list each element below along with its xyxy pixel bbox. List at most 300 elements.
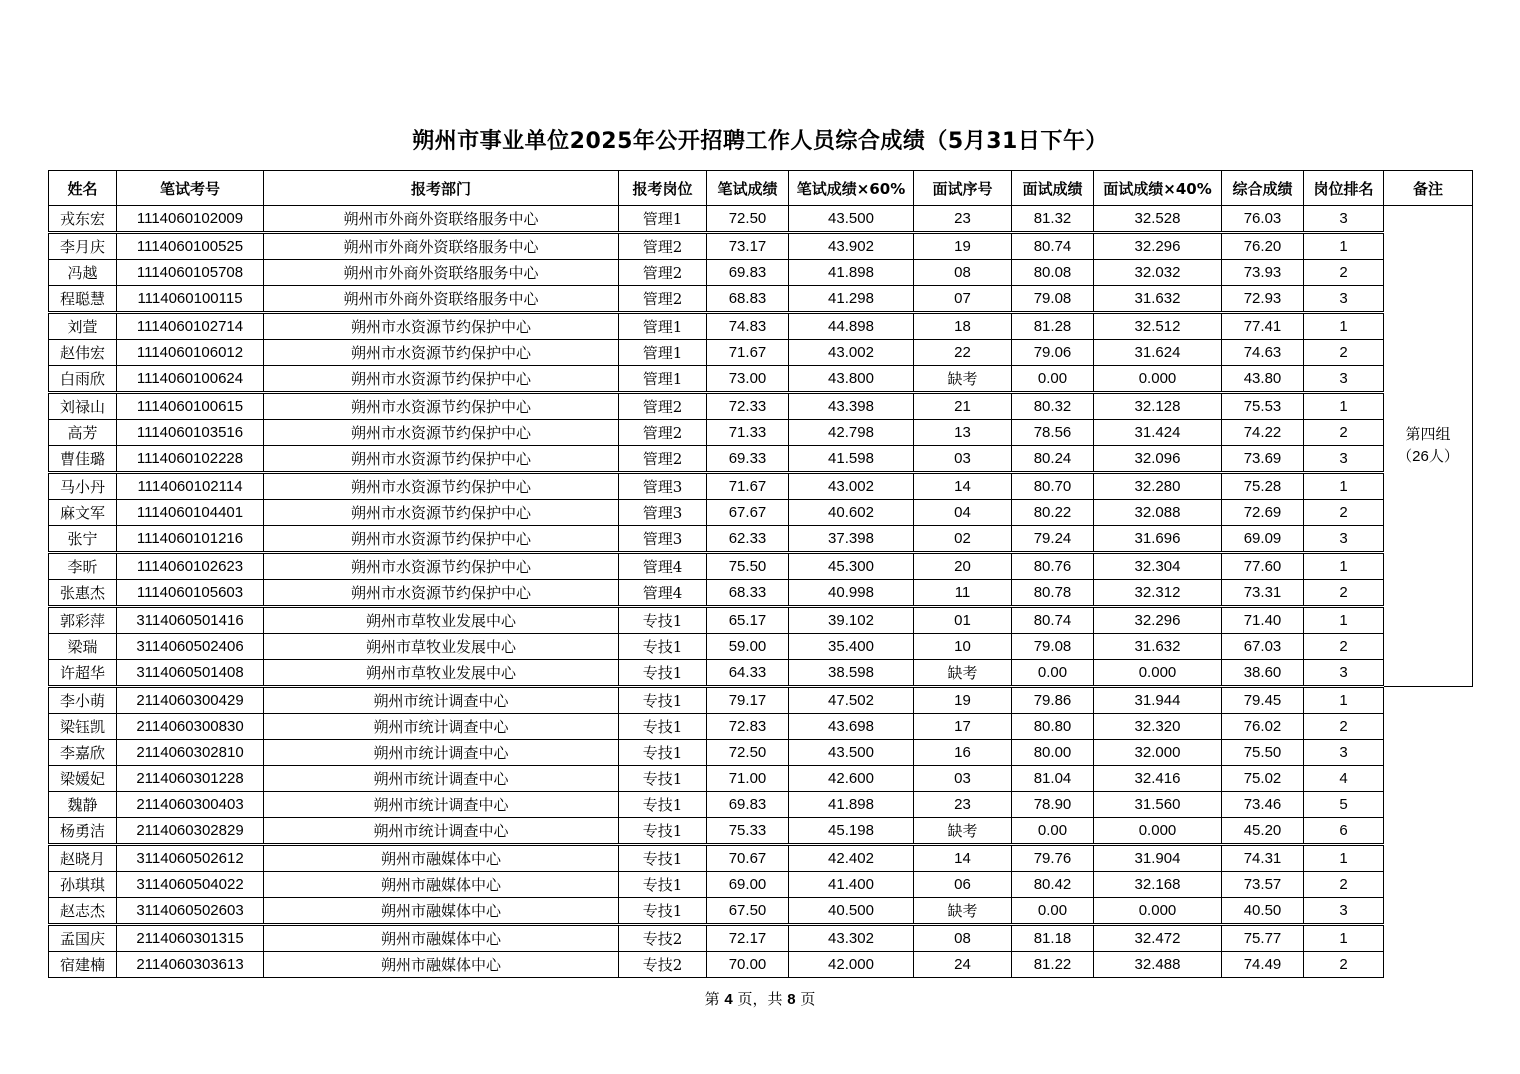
cell-written-score: 70.67	[707, 845, 789, 872]
cell-written-score: 68.33	[707, 580, 789, 607]
cell-written-60: 44.898	[789, 313, 914, 340]
cell-interview-40: 31.944	[1094, 687, 1222, 714]
cell-total-score: 45.20	[1222, 818, 1304, 845]
cell-written-score: 75.33	[707, 818, 789, 845]
cell-department: 朔州市统计调查中心	[264, 792, 619, 818]
cell-rank: 3	[1304, 898, 1384, 925]
cell-interview-no: 08	[914, 260, 1012, 286]
cell-rank: 3	[1304, 446, 1384, 473]
cell-interview-score: 80.24	[1012, 446, 1094, 473]
cell-department: 朔州市水资源节约保护中心	[264, 500, 619, 526]
cell-name: 白雨欣	[49, 366, 117, 393]
cell-exam-id: 1114060106012	[117, 340, 264, 366]
cell-total-score: 75.28	[1222, 473, 1304, 500]
cell-written-score: 59.00	[707, 634, 789, 660]
cell-position: 管理2	[619, 393, 707, 420]
cell-position: 管理2	[619, 233, 707, 260]
cell-rank: 2	[1304, 500, 1384, 526]
cell-interview-score: 0.00	[1012, 660, 1094, 687]
cell-rank: 3	[1304, 660, 1384, 687]
cell-written-score: 71.67	[707, 473, 789, 500]
cell-position: 专技1	[619, 740, 707, 766]
cell-department: 朔州市融媒体中心	[264, 872, 619, 898]
cell-written-60: 41.598	[789, 446, 914, 473]
cell-interview-40: 31.424	[1094, 420, 1222, 446]
cell-department: 朔州市统计调查中心	[264, 714, 619, 740]
table-row	[49, 366, 1473, 393]
footer-page-number: 4	[724, 991, 733, 1008]
cell-interview-no: 19	[914, 233, 1012, 260]
cell-interview-40: 32.128	[1094, 393, 1222, 420]
cell-interview-score: 81.22	[1012, 952, 1094, 978]
cell-department: 朔州市统计调查中心	[264, 818, 619, 845]
cell-interview-score: 79.08	[1012, 286, 1094, 313]
cell-total-score: 75.77	[1222, 925, 1304, 952]
cell-rank: 4	[1304, 766, 1384, 792]
cell-exam-id: 1114060102714	[117, 313, 264, 340]
cell-written-60: 42.600	[789, 766, 914, 792]
cell-rank: 2	[1304, 634, 1384, 660]
cell-interview-no: 23	[914, 206, 1012, 233]
cell-exam-id: 1114060101216	[117, 526, 264, 553]
cell-name: 魏静	[49, 792, 117, 818]
cell-total-score: 72.93	[1222, 286, 1304, 313]
cell-written-60: 40.998	[789, 580, 914, 607]
cell-exam-id: 2114060302829	[117, 818, 264, 845]
cell-rank: 3	[1304, 740, 1384, 766]
table-row	[49, 526, 1473, 553]
cell-name: 李昕	[49, 553, 117, 580]
col-header-written-60: 笔试成绩×60%	[789, 171, 914, 206]
cell-interview-no: 19	[914, 687, 1012, 714]
cell-interview-40: 32.032	[1094, 260, 1222, 286]
cell-interview-no: 缺考	[914, 660, 1012, 687]
cell-exam-id: 2114060302810	[117, 740, 264, 766]
cell-interview-no: 14	[914, 845, 1012, 872]
cell-name: 梁媛妃	[49, 766, 117, 792]
cell-total-score: 77.41	[1222, 313, 1304, 340]
cell-department: 朔州市水资源节约保护中心	[264, 313, 619, 340]
table-row	[49, 607, 1473, 634]
cell-rank: 1	[1304, 393, 1384, 420]
cell-exam-id: 2114060301228	[117, 766, 264, 792]
cell-name: 刘萱	[49, 313, 117, 340]
cell-position: 管理3	[619, 526, 707, 553]
cell-written-60: 45.300	[789, 553, 914, 580]
cell-written-score: 72.83	[707, 714, 789, 740]
cell-written-score: 72.50	[707, 740, 789, 766]
table-row	[49, 792, 1473, 818]
cell-rank: 1	[1304, 313, 1384, 340]
cell-interview-40: 32.296	[1094, 607, 1222, 634]
cell-position: 管理1	[619, 313, 707, 340]
cell-name: 赵晓月	[49, 845, 117, 872]
cell-interview-no: 04	[914, 500, 1012, 526]
cell-written-60: 39.102	[789, 607, 914, 634]
footer-suffix: 页	[800, 990, 816, 1008]
cell-rank: 2	[1304, 872, 1384, 898]
cell-interview-40: 32.000	[1094, 740, 1222, 766]
cell-interview-score: 80.80	[1012, 714, 1094, 740]
cell-written-60: 40.500	[789, 898, 914, 925]
cell-department: 朔州市融媒体中心	[264, 845, 619, 872]
cell-name: 杨勇洁	[49, 818, 117, 845]
table-row	[49, 634, 1473, 660]
table-row	[49, 233, 1473, 260]
cell-written-score: 69.83	[707, 260, 789, 286]
cell-interview-no: 10	[914, 634, 1012, 660]
cell-position: 专技1	[619, 687, 707, 714]
cell-name: 赵志杰	[49, 898, 117, 925]
cell-interview-40: 32.280	[1094, 473, 1222, 500]
cell-rank: 2	[1304, 580, 1384, 607]
cell-interview-score: 0.00	[1012, 898, 1094, 925]
cell-position: 专技1	[619, 660, 707, 687]
cell-interview-no: 03	[914, 766, 1012, 792]
cell-interview-score: 80.78	[1012, 580, 1094, 607]
cell-total-score: 40.50	[1222, 898, 1304, 925]
cell-department: 朔州市外商外资联络服务中心	[264, 286, 619, 313]
cell-department: 朔州市水资源节约保护中心	[264, 366, 619, 393]
cell-rank: 1	[1304, 233, 1384, 260]
cell-position: 管理1	[619, 366, 707, 393]
cell-interview-40: 32.096	[1094, 446, 1222, 473]
cell-interview-no: 02	[914, 526, 1012, 553]
col-header-interview-score: 面试成绩	[1012, 171, 1094, 206]
cell-name: 许超华	[49, 660, 117, 687]
cell-written-score: 69.33	[707, 446, 789, 473]
cell-name: 梁钰凯	[49, 714, 117, 740]
cell-exam-id: 1114060100115	[117, 286, 264, 313]
cell-position: 管理3	[619, 500, 707, 526]
cell-written-60: 43.002	[789, 473, 914, 500]
cell-interview-score: 81.04	[1012, 766, 1094, 792]
cell-rank: 1	[1304, 553, 1384, 580]
cell-written-score: 70.00	[707, 952, 789, 978]
cell-written-60: 42.798	[789, 420, 914, 446]
page-title: 朔州市事业单位2025年公开招聘工作人员综合成绩（5月31日下午）	[412, 129, 1108, 154]
cell-exam-id: 1114060100615	[117, 393, 264, 420]
cell-department: 朔州市外商外资联络服务中心	[264, 206, 619, 233]
cell-written-score: 64.33	[707, 660, 789, 687]
cell-rank: 2	[1304, 340, 1384, 366]
cell-written-score: 68.83	[707, 286, 789, 313]
cell-department: 朔州市融媒体中心	[264, 898, 619, 925]
cell-interview-no: 08	[914, 925, 1012, 952]
cell-exam-id: 1114060105603	[117, 580, 264, 607]
cell-rank: 3	[1304, 526, 1384, 553]
cell-written-60: 41.898	[789, 792, 914, 818]
cell-total-score: 76.02	[1222, 714, 1304, 740]
col-header-department: 报考部门	[264, 171, 619, 206]
table-row	[49, 845, 1473, 872]
cell-total-score: 43.80	[1222, 366, 1304, 393]
cell-total-score: 76.20	[1222, 233, 1304, 260]
cell-interview-40: 32.168	[1094, 872, 1222, 898]
cell-rank: 2	[1304, 420, 1384, 446]
cell-total-score: 73.69	[1222, 446, 1304, 473]
table-row	[49, 740, 1473, 766]
cell-interview-40: 0.000	[1094, 660, 1222, 687]
cell-name: 刘禄山	[49, 393, 117, 420]
cell-interview-40: 32.416	[1094, 766, 1222, 792]
cell-written-score: 67.50	[707, 898, 789, 925]
cell-written-score: 72.17	[707, 925, 789, 952]
table-row	[49, 446, 1473, 473]
cell-written-score: 69.83	[707, 792, 789, 818]
cell-interview-score: 78.56	[1012, 420, 1094, 446]
cell-interview-score: 80.08	[1012, 260, 1094, 286]
cell-exam-id: 1114060100525	[117, 233, 264, 260]
cell-interview-40: 0.000	[1094, 898, 1222, 925]
cell-interview-no: 缺考	[914, 898, 1012, 925]
cell-interview-40: 32.088	[1094, 500, 1222, 526]
cell-name: 李嘉欣	[49, 740, 117, 766]
cell-exam-id: 1114060102228	[117, 446, 264, 473]
cell-exam-id: 2114060300830	[117, 714, 264, 740]
cell-department: 朔州市水资源节约保护中心	[264, 340, 619, 366]
cell-exam-id: 1114060104401	[117, 500, 264, 526]
table-row	[49, 660, 1473, 687]
col-header-position: 报考岗位	[619, 171, 707, 206]
cell-name: 孟国庆	[49, 925, 117, 952]
table-row	[49, 898, 1473, 925]
table-row	[49, 500, 1473, 526]
cell-exam-id: 2114060301315	[117, 925, 264, 952]
cell-interview-no: 03	[914, 446, 1012, 473]
cell-interview-score: 81.18	[1012, 925, 1094, 952]
footer-middle: 页，共	[737, 990, 783, 1008]
cell-name: 麻文军	[49, 500, 117, 526]
table-row	[49, 313, 1473, 340]
cell-position: 专技1	[619, 845, 707, 872]
cell-exam-id: 1114060102114	[117, 473, 264, 500]
cell-written-score: 74.83	[707, 313, 789, 340]
cell-exam-id: 1114060103516	[117, 420, 264, 446]
cell-written-60: 41.898	[789, 260, 914, 286]
cell-interview-40: 32.528	[1094, 206, 1222, 233]
cell-exam-id: 3114060502612	[117, 845, 264, 872]
cell-interview-score: 79.06	[1012, 340, 1094, 366]
col-header-total-score: 综合成绩	[1222, 171, 1304, 206]
cell-department: 朔州市水资源节约保护中心	[264, 393, 619, 420]
cell-position: 管理4	[619, 553, 707, 580]
note-cell	[1384, 206, 1473, 687]
cell-total-score: 75.02	[1222, 766, 1304, 792]
cell-written-60: 43.398	[789, 393, 914, 420]
cell-interview-40: 31.696	[1094, 526, 1222, 553]
cell-total-score: 73.46	[1222, 792, 1304, 818]
cell-written-score: 71.67	[707, 340, 789, 366]
cell-department: 朔州市草牧业发展中心	[264, 607, 619, 634]
cell-written-60: 43.500	[789, 740, 914, 766]
cell-total-score: 74.63	[1222, 340, 1304, 366]
cell-written-60: 42.402	[789, 845, 914, 872]
cell-written-60: 47.502	[789, 687, 914, 714]
cell-total-score: 74.22	[1222, 420, 1304, 446]
cell-rank: 1	[1304, 687, 1384, 714]
cell-interview-no: 16	[914, 740, 1012, 766]
cell-interview-no: 18	[914, 313, 1012, 340]
cell-department: 朔州市外商外资联络服务中心	[264, 260, 619, 286]
cell-interview-no: 23	[914, 792, 1012, 818]
cell-position: 管理1	[619, 340, 707, 366]
cell-written-score: 72.33	[707, 393, 789, 420]
cell-position: 专技1	[619, 766, 707, 792]
cell-name: 程聪慧	[49, 286, 117, 313]
cell-interview-score: 80.00	[1012, 740, 1094, 766]
cell-department: 朔州市水资源节约保护中心	[264, 553, 619, 580]
cell-exam-id: 1114060100624	[117, 366, 264, 393]
col-header-rank: 岗位排名	[1304, 171, 1384, 206]
cell-position: 管理2	[619, 446, 707, 473]
cell-position: 管理2	[619, 286, 707, 313]
cell-rank: 3	[1304, 286, 1384, 313]
cell-department: 朔州市水资源节约保护中心	[264, 526, 619, 553]
cell-interview-40: 32.296	[1094, 233, 1222, 260]
table-row	[49, 687, 1473, 714]
cell-interview-40: 32.312	[1094, 580, 1222, 607]
cell-total-score: 74.31	[1222, 845, 1304, 872]
cell-name: 张惠杰	[49, 580, 117, 607]
cell-department: 朔州市融媒体中心	[264, 952, 619, 978]
cell-rank: 3	[1304, 206, 1384, 233]
col-header-name: 姓名	[49, 171, 117, 206]
cell-interview-no: 缺考	[914, 818, 1012, 845]
cell-interview-score: 80.74	[1012, 607, 1094, 634]
cell-name: 曹佳璐	[49, 446, 117, 473]
table-row	[49, 952, 1473, 978]
cell-department: 朔州市融媒体中心	[264, 925, 619, 952]
cell-total-score: 75.53	[1222, 393, 1304, 420]
cell-exam-id: 3114060502603	[117, 898, 264, 925]
col-header-exam-id: 笔试考号	[117, 171, 264, 206]
note-cell-empty	[1384, 687, 1473, 978]
cell-written-60: 43.800	[789, 366, 914, 393]
table-row	[49, 714, 1473, 740]
cell-interview-score: 81.28	[1012, 313, 1094, 340]
cell-position: 专技1	[619, 898, 707, 925]
cell-exam-id: 3114060502406	[117, 634, 264, 660]
cell-rank: 1	[1304, 607, 1384, 634]
cell-rank: 1	[1304, 925, 1384, 952]
cell-name: 高芳	[49, 420, 117, 446]
cell-written-score: 69.00	[707, 872, 789, 898]
cell-interview-no: 11	[914, 580, 1012, 607]
cell-exam-id: 3114060501408	[117, 660, 264, 687]
table-row	[49, 420, 1473, 446]
cell-interview-no: 22	[914, 340, 1012, 366]
cell-written-score: 71.00	[707, 766, 789, 792]
cell-total-score: 72.69	[1222, 500, 1304, 526]
cell-exam-id: 1114060105708	[117, 260, 264, 286]
cell-written-60: 42.000	[789, 952, 914, 978]
cell-interview-40: 32.304	[1094, 553, 1222, 580]
cell-interview-40: 0.000	[1094, 818, 1222, 845]
cell-rank: 2	[1304, 952, 1384, 978]
cell-rank: 2	[1304, 260, 1384, 286]
cell-total-score: 67.03	[1222, 634, 1304, 660]
cell-rank: 1	[1304, 473, 1384, 500]
cell-department: 朔州市水资源节约保护中心	[264, 580, 619, 607]
cell-written-score: 72.50	[707, 206, 789, 233]
cell-position: 管理3	[619, 473, 707, 500]
cell-interview-no: 06	[914, 872, 1012, 898]
cell-interview-no: 20	[914, 553, 1012, 580]
cell-name: 李小萌	[49, 687, 117, 714]
cell-position: 管理2	[619, 260, 707, 286]
table-row	[49, 925, 1473, 952]
cell-total-score: 74.49	[1222, 952, 1304, 978]
cell-department: 朔州市水资源节约保护中心	[264, 473, 619, 500]
cell-department: 朔州市草牧业发展中心	[264, 634, 619, 660]
scores-table	[48, 170, 1473, 978]
cell-interview-40: 31.904	[1094, 845, 1222, 872]
cell-written-score: 75.50	[707, 553, 789, 580]
cell-total-score: 76.03	[1222, 206, 1304, 233]
cell-interview-no: 14	[914, 473, 1012, 500]
cell-written-score: 67.67	[707, 500, 789, 526]
cell-department: 朔州市草牧业发展中心	[264, 660, 619, 687]
cell-total-score: 73.93	[1222, 260, 1304, 286]
cell-interview-no: 17	[914, 714, 1012, 740]
cell-written-60: 43.302	[789, 925, 914, 952]
table-row	[49, 260, 1473, 286]
cell-interview-score: 81.32	[1012, 206, 1094, 233]
col-header-interview-no: 面试序号	[914, 171, 1012, 206]
cell-exam-id: 2114060303613	[117, 952, 264, 978]
cell-rank: 2	[1304, 714, 1384, 740]
cell-interview-no: 13	[914, 420, 1012, 446]
cell-interview-score: 80.22	[1012, 500, 1094, 526]
cell-exam-id: 3114060504022	[117, 872, 264, 898]
cell-written-score: 73.00	[707, 366, 789, 393]
cell-interview-score: 80.32	[1012, 393, 1094, 420]
cell-position: 管理1	[619, 206, 707, 233]
cell-total-score: 73.57	[1222, 872, 1304, 898]
cell-interview-score: 78.90	[1012, 792, 1094, 818]
cell-interview-score: 79.86	[1012, 687, 1094, 714]
cell-position: 专技1	[619, 634, 707, 660]
cell-written-60: 40.602	[789, 500, 914, 526]
cell-rank: 3	[1304, 366, 1384, 393]
cell-interview-score: 80.76	[1012, 553, 1094, 580]
cell-interview-score: 0.00	[1012, 366, 1094, 393]
table-row	[49, 818, 1473, 845]
header-row	[49, 171, 1473, 206]
cell-interview-no: 24	[914, 952, 1012, 978]
cell-interview-40: 32.512	[1094, 313, 1222, 340]
cell-written-score: 62.33	[707, 526, 789, 553]
cell-position: 管理4	[619, 580, 707, 607]
cell-name: 李月庆	[49, 233, 117, 260]
cell-department: 朔州市水资源节约保护中心	[264, 420, 619, 446]
cell-interview-40: 32.320	[1094, 714, 1222, 740]
cell-name: 冯越	[49, 260, 117, 286]
cell-written-60: 43.902	[789, 233, 914, 260]
note-group-count: （26人）	[1397, 448, 1459, 465]
cell-rank: 1	[1304, 845, 1384, 872]
col-header-written-score: 笔试成绩	[707, 171, 789, 206]
table-row	[49, 766, 1473, 792]
cell-exam-id: 1114060102623	[117, 553, 264, 580]
cell-position: 专技1	[619, 872, 707, 898]
cell-name: 马小丹	[49, 473, 117, 500]
cell-department: 朔州市统计调查中心	[264, 766, 619, 792]
cell-total-score: 73.31	[1222, 580, 1304, 607]
cell-interview-40: 31.624	[1094, 340, 1222, 366]
cell-department: 朔州市统计调查中心	[264, 740, 619, 766]
